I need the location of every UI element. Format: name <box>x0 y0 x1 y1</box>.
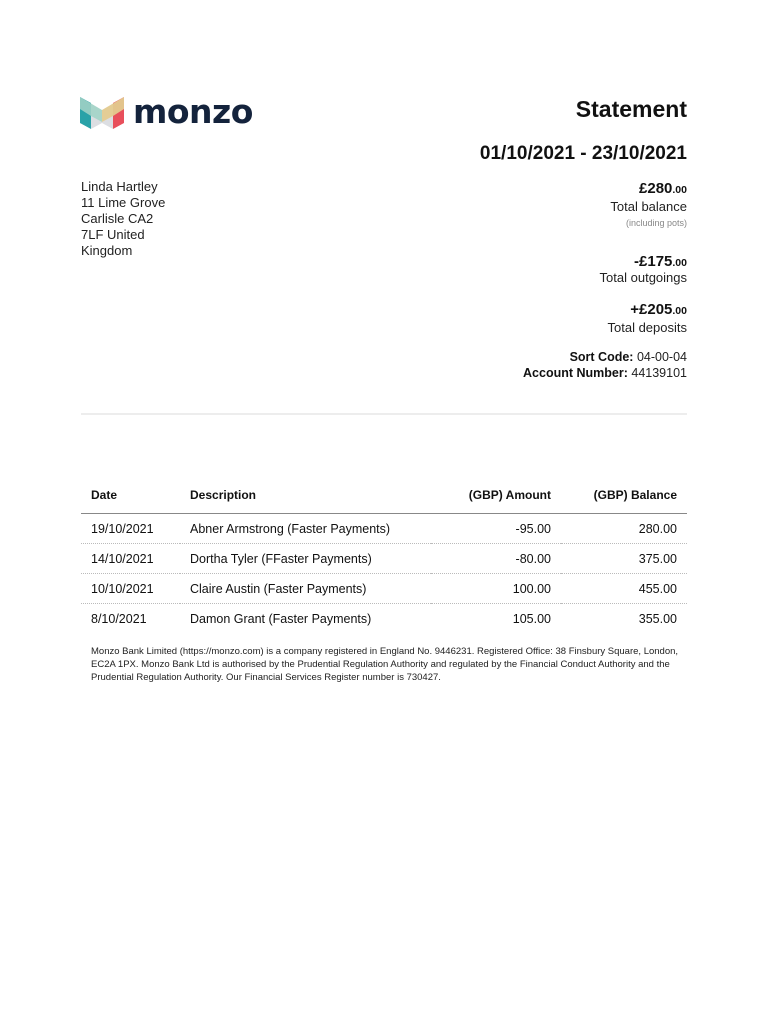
total-balance-amount <box>610 180 687 197</box>
transactions-table <box>81 476 687 633</box>
tx-balance: 455.00 <box>561 574 687 604</box>
sort-code-value: 04-00-04 <box>636 350 687 364</box>
address-line: Kingdom <box>81 243 133 258</box>
tx-date: 14/10/2021 <box>81 544 180 574</box>
deposits-decimals: .00 <box>672 305 687 317</box>
total-outgoings-amount <box>600 253 687 270</box>
col-header-description: Description <box>180 476 431 514</box>
account-number-label: Account Number: <box>523 366 628 380</box>
col-header-balance: (GBP) Balance <box>561 476 687 514</box>
tx-description: Abner Armstrong (Faster Payments) <box>180 514 431 544</box>
monzo-logo <box>80 91 253 133</box>
tx-date: 10/10/2021 <box>81 574 180 604</box>
including-pots-note: (including pots) <box>625 218 687 228</box>
table-row <box>81 544 687 574</box>
sort-code-line <box>523 349 687 365</box>
section-divider <box>81 413 687 415</box>
total-outgoings-block <box>600 253 687 285</box>
table-header-row <box>81 476 687 514</box>
tx-date: 8/10/2021 <box>91 611 147 626</box>
sort-code-label: Sort Code: <box>569 350 634 364</box>
tx-amount: -95.00 <box>431 514 561 544</box>
account-number-value: 44139101 <box>631 366 687 380</box>
outgoings-main: -£175 <box>634 253 673 270</box>
customer-address <box>81 179 191 259</box>
total-deposits-label: Total deposits <box>607 320 687 335</box>
deposits-main: +£205 <box>630 301 673 318</box>
table-row <box>81 514 687 544</box>
tx-date: 19/10/2021 <box>81 514 180 544</box>
account-details <box>523 349 687 381</box>
table-row <box>81 574 687 604</box>
total-deposits-amount <box>608 301 688 318</box>
account-number-line <box>523 365 687 381</box>
tx-balance: 280.00 <box>561 514 687 544</box>
legal-footer: Monzo Bank Limited (https://monzo.com) is a company registered in England No. 9446231. Registered Office: 38 Finsbury Square, London, EC2A 1PX. Monzo Bank Ltd is authorised by the Prudential Regulation Authority and regulated by the Financial Conduct Authority and the Prudential Regulation Authority. Our Financial Services Register number is 730427. <box>91 646 679 683</box>
statement-title: Statement <box>575 96 687 122</box>
address-line: Carlisle CA2 <box>81 211 154 226</box>
tx-amount: 100.00 <box>431 574 561 604</box>
tx-description: Claire Austin (Faster Payments) <box>180 574 431 604</box>
tx-amount: 105.00 <box>512 611 551 626</box>
brand-name: monzo <box>133 91 253 131</box>
tx-amount: -80.00 <box>431 544 561 574</box>
tx-description: Damon Grant (Faster Payments) <box>190 611 372 626</box>
table-row <box>81 604 687 634</box>
address-line: 11 Lime Grove <box>81 195 166 210</box>
outgoings-decimals: .00 <box>672 257 687 269</box>
total-outgoings-label: Total outgoings <box>599 270 687 285</box>
balance-main: £280 <box>639 180 673 197</box>
statement-period: 01/10/2021 - 23/10/2021 <box>479 143 687 164</box>
tx-balance: 375.00 <box>561 544 687 574</box>
monzo-m-icon <box>80 95 124 133</box>
balance-decimals: .00 <box>672 184 687 196</box>
col-header-date: Date <box>81 476 180 514</box>
tx-balance: 355.00 <box>638 611 677 626</box>
tx-description: Dortha Tyler (FFaster Payments) <box>180 544 431 574</box>
total-balance-label: Total balance <box>610 199 687 214</box>
address-line: Linda Hartley <box>81 179 158 194</box>
total-balance-block <box>610 180 687 228</box>
col-header-amount: (GBP) Amount <box>431 476 561 514</box>
total-deposits-block <box>608 301 688 335</box>
address-line: 7LF United <box>81 227 145 242</box>
